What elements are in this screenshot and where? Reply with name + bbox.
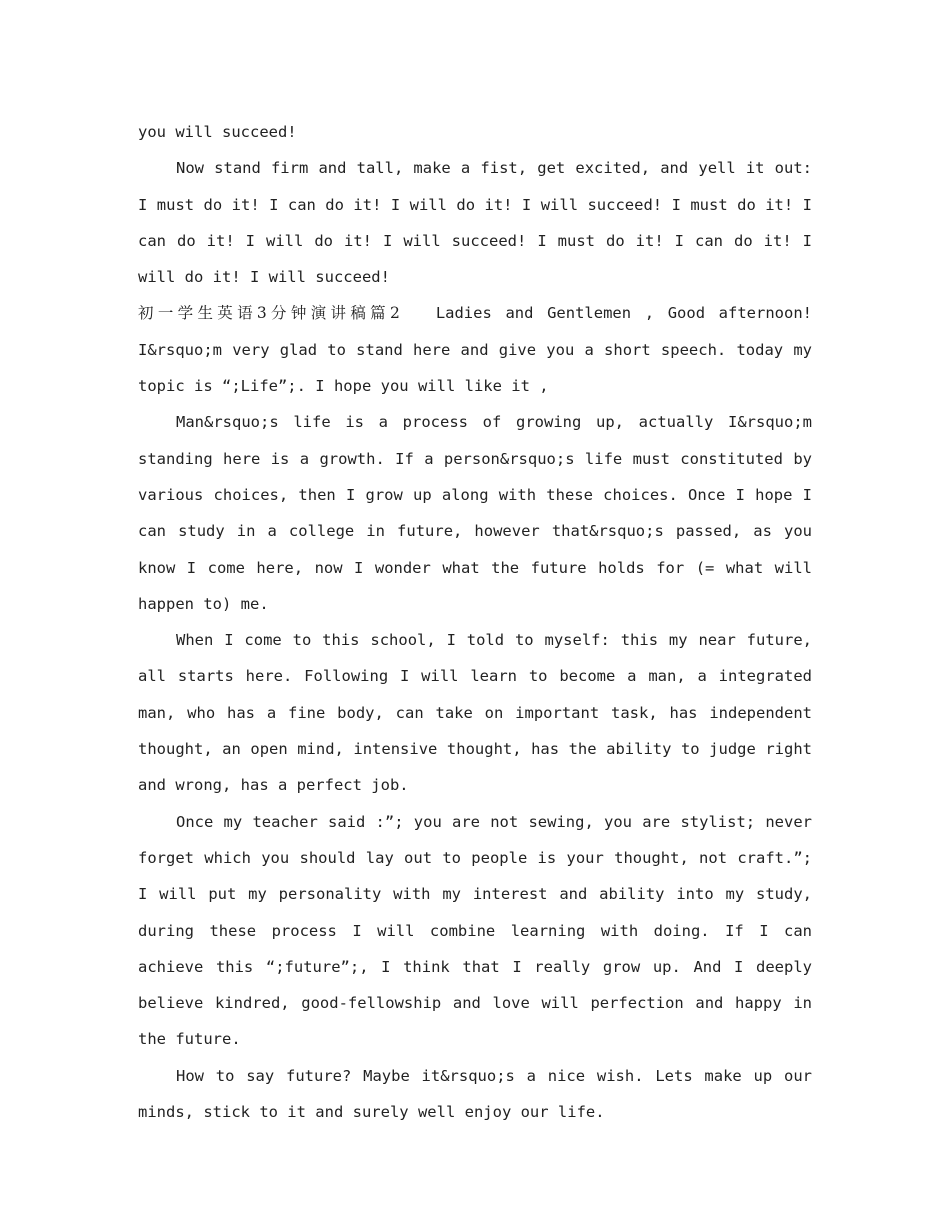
paragraph-6 xyxy=(138,804,812,1058)
paragraph-text: Once my teacher said :”; you are not sewing, you are stylist; never forget which you should lay out to people is your thought, not craft.”; I will put my personality with my interest and ability into my study, during these process I will combine learning with doing. If I can achieve this “;future”;, I think that I really grow up. And I deeply believe kindred, good-fellowship and love will perfection and happy in the future. xyxy=(138,812,812,1049)
paragraph-text: Now stand firm and tall, make a fist, get excited, and yell it out: I must do it! I can do it! I will do it! I will succeed! I must do it! I can do it! I will do it! I will succeed! I must do it! I can do it! I will do it! I will succeed! xyxy=(138,159,812,287)
paragraph-2 xyxy=(138,150,812,295)
paragraph-text: Ladies and Gentlemen , Good afternoon! I&rsquo;m very glad to stand here and give you a short speech. today my topic is “;Life”;. I hope you will like it , xyxy=(138,304,812,396)
paragraph-text: you will succeed! xyxy=(138,123,297,141)
paragraph-text: When I come to this school, I told to myself: this my near future, all starts here. Following I will learn to become a man, a integrated man, who has a fine body, can take on important task, has independent thought, an open mind, intensive thought, has the ability to judge right and wrong, has a perfect job. xyxy=(138,631,812,795)
section-heading: 初一学生英语3分钟演讲稿篇2 xyxy=(138,304,400,323)
paragraph-1 xyxy=(138,114,812,150)
paragraph-3 xyxy=(138,295,812,404)
paragraph-5 xyxy=(138,622,812,803)
paragraph-4 xyxy=(138,404,812,622)
document-body xyxy=(138,114,812,1130)
paragraph-text: How to say future? Maybe it&rsquo;s a nice wish. Lets make up our minds, stick to it and surely well enjoy our life. xyxy=(138,1066,812,1122)
paragraph-7 xyxy=(138,1058,812,1131)
paragraph-text: Man&rsquo;s life is a process of growing up, actually I&rsquo;m standing here is a growth. If a person&rsquo;s life must constituted by various choices, then I grow up along with these choices. Once I hope I can study in a college in future, however that&rsquo;s passed, as you know I come here, now I wonder what the future holds for (= what will happen to) me. xyxy=(138,413,812,613)
